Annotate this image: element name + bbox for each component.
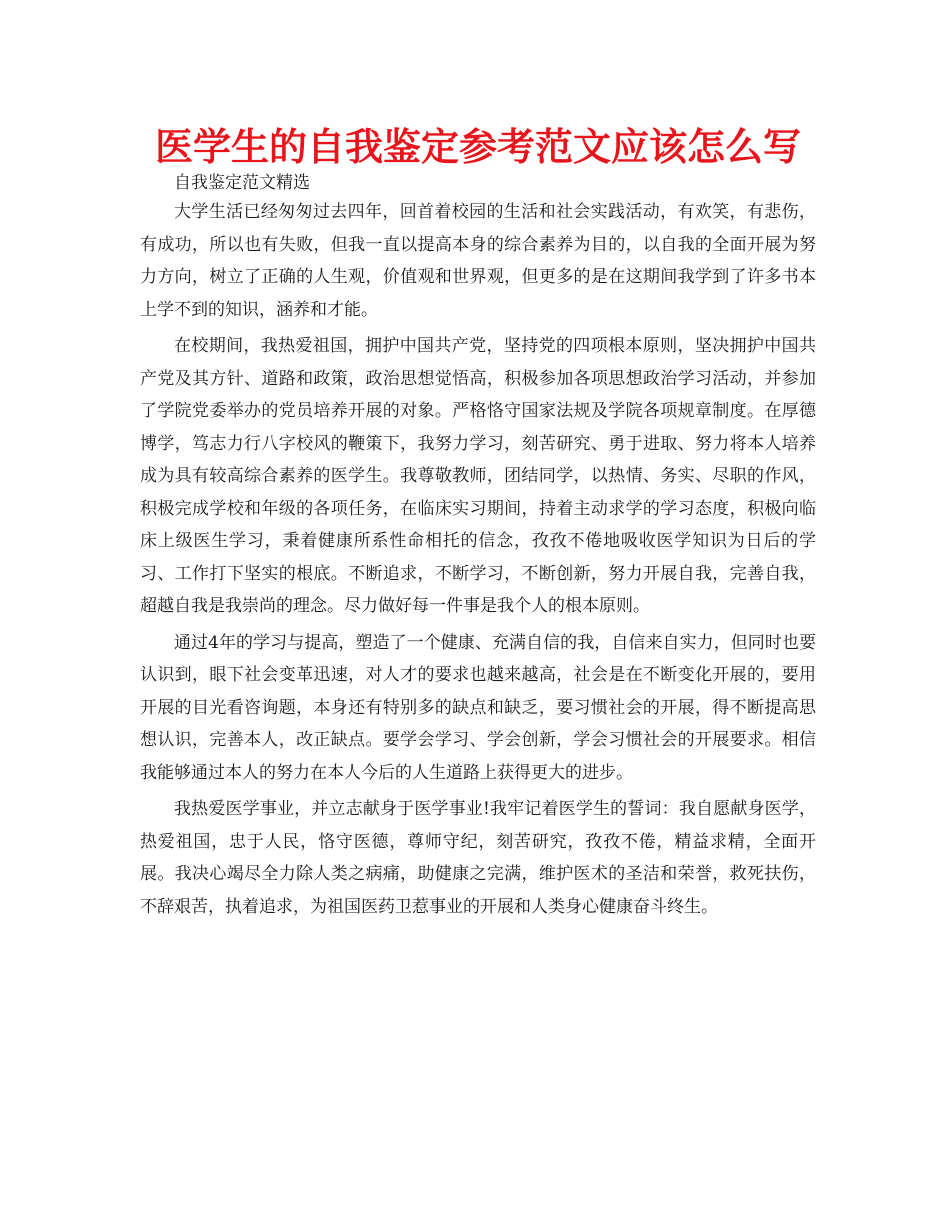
paragraph-4: 我热爱医学事业，并立志献身于医学事业!我牢记着医学生的誓词：我自愿献身医学，热爱祖国，忠于人民，恪守医德，尊师守纪，刻苦研究，孜孜不倦，精益求精，全面开展。我决心竭尽全力除人类之病痛，助健康之完满，维护医术的圣洁和荣誉，救死扶伤，不辞艰苦，执着追求，为祖国医药卫惹事业的开展和人类身心健康奋斗终生。 <box>140 799 816 917</box>
document-title: 医学生的自我鉴定参考范文应该怎么写 <box>154 125 801 169</box>
paragraph-2: 在校期间，我热爱祖国，拥护中国共产党，坚持党的四项根本原则，坚决拥护中国共产党及其方针、道路和政策，政治思想觉悟高，积极参加各项思想政治学习活动，并参加了学院党委举办的党员培养开展的对象。严格恪守国家法规及学院各项规章制度。在厚德博学，笃志力行八字校风的鞭策下，我努力学习，刻苦研究、勇于进取、努力将本人培养成为具有较高综合素养的医学生。我尊敬教师，团结同学，以热情、务实、尽职的作风，积极完成学校和年级的各项任务，在临床实习期间，持着主动求学的学习态度，积极向临床上级医生学习，秉着健康所系性命相托的信念，孜孜不倦地吸收医学知识为日后的学习、工作打下坚实的根底。不断追求，不断学习，不断创新，努力开展自我，完善自我，超越自我是我崇尚的理念。尽力做好每一件事是我个人的根本原则。 <box>140 336 816 616</box>
paragraph-1: 大学生活已经匆匆过去四年，回首着校园的生活和社会实践活动，有欢笑，有悲伤，有成功，所以也有失败，但我一直以提高本身的综合素养为目的，以自我的全面开展为努力方向，树立了正确的人生观，价值观和世界观，但更多的是在这期间我学到了许多书本上学不到的知识，涵养和才能。 <box>140 202 816 320</box>
document-subtitle: 自我鉴定范文精选 <box>174 173 310 193</box>
paragraph-3: 通过4年的学习与提高，塑造了一个健康、充满自信的我，自信来自实力，但同时也要认识到，眼下社会变革迅速，对人才的要求也越来越高，社会是在不断变化开展的，要用开展的目光看咨询题，本身还有特别多的缺点和缺乏，要习惯社会的开展，得不断提高思想认识，完善本人，改正缺点。要学会学习、学会创新，学会习惯社会的开展要求。相信我能够通过本人的努力在本人今后的人生道路上获得更大的进步。 <box>140 632 816 783</box>
document-page <box>140 122 816 923</box>
